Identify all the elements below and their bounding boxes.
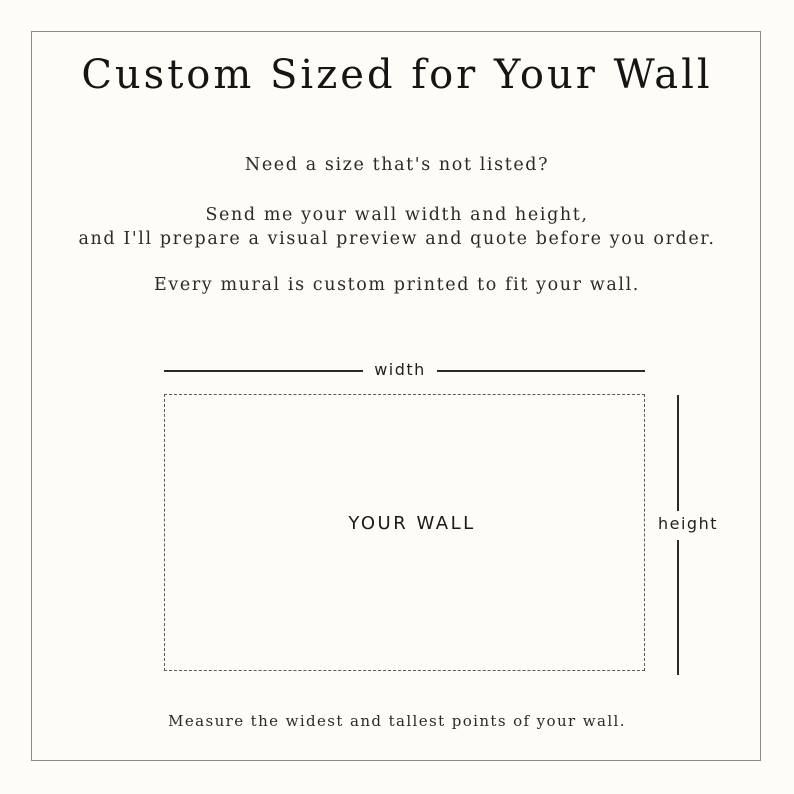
intro-note: Every mural is custom printed to fit your wall. [154,275,640,295]
intro-instruction-line2: and I'll prepare a visual preview and quote before you order. [78,229,716,249]
footer-note: Measure the widest and tallest points of your wall. [168,712,626,730]
wall-label: YOUR WALL [348,513,476,534]
width-label: width [374,360,426,379]
height-dimension-line-top [677,395,679,511]
intro-question: Need a size that's not listed? [244,155,550,175]
intro-instruction-line1: Send me your wall width and height, [205,205,589,225]
page-title: Custom Sized for Your Wall [81,52,713,98]
width-dimension-line-left [164,370,363,372]
width-dimension-line-right [437,370,645,372]
height-label: height [658,514,718,533]
height-dimension-line-bottom [677,540,679,675]
